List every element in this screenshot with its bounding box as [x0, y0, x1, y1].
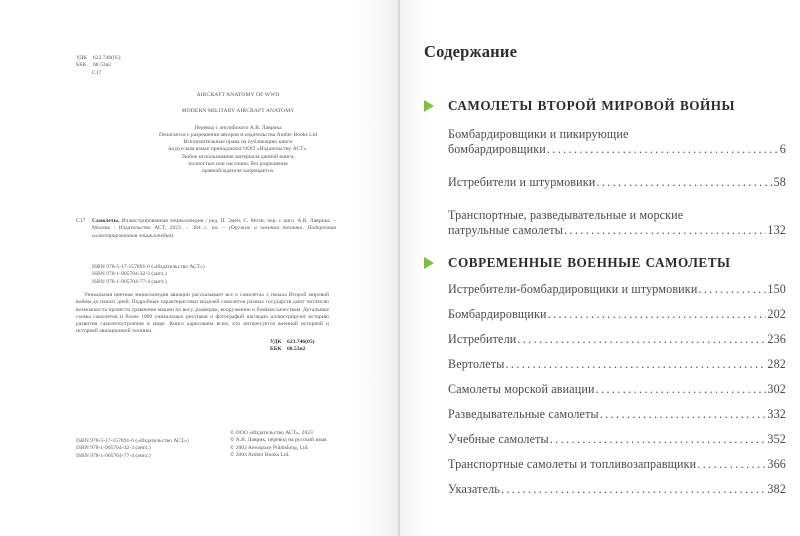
entry-page: 382	[767, 482, 786, 496]
entry-page: 302	[767, 382, 786, 396]
entry-page: 366	[767, 457, 786, 471]
toc-section	[424, 254, 786, 497]
entry-page: 236	[767, 332, 786, 346]
entry-label-line1: Бомбардировщики и пикирующие	[448, 127, 629, 141]
triangle-right-icon	[424, 257, 434, 269]
entry-label: Разведывательные самолеты	[448, 407, 599, 421]
entry-page: 132	[767, 223, 786, 237]
biblio-title: Самолеты.	[92, 218, 120, 224]
rights-line: полностью или частично, без разрешения	[188, 161, 288, 168]
leader-dots	[564, 223, 766, 238]
toc-section	[424, 97, 786, 238]
leader-dots	[506, 357, 767, 372]
udk-label: УДК	[270, 339, 282, 345]
original-title: AIRCRAFT ANATOMY OF WWII	[196, 92, 280, 98]
isbn-line: ISBN 978-1-905704-77-4 (англ.)	[92, 278, 167, 285]
rights-line: Любое использование материала данной книги,	[181, 153, 295, 160]
bbk-value: 68.53я2	[93, 62, 111, 69]
isbn-block	[92, 264, 205, 286]
section-title: САМОЛЕТЫ ВТОРОЙ МИРОВОЙ ВОЙНЫ	[448, 98, 735, 113]
leader-dots	[501, 482, 766, 497]
section-title: СОВРЕМЕННЫЕ ВОЕННЫЕ САМОЛЕТЫ	[448, 255, 731, 270]
entry-label: Истребители-бомбардировщики и штурмовики	[448, 282, 698, 296]
annotation: Уникальная цветная энциклопедия авиации рассказывает все о самолетах с начала Второй мировой войны до наших дней. Подробные характеристики моделей самолетов разных государств дают читателю возможность провести сравнение машин по весу, размерам, вооружению и боевым качествам. Детальные схемы самолетов и более 1000 уникальных рисунков и фотографий наглядно иллюстрируют историю развития самолетостроения в мире. Книга адресована всем, кто интересуется военной историей и историей авиационной техники.	[76, 292, 329, 335]
leader-dots	[697, 457, 766, 472]
classification-codes	[76, 55, 121, 77]
toc-entry[interactable]	[448, 457, 786, 472]
rights-line: правообладателя запрещается.	[201, 168, 275, 175]
biblio-code: С17	[76, 218, 86, 224]
entry-page: 332	[767, 407, 786, 421]
entry-page: 150	[767, 282, 786, 296]
toc-entry[interactable]	[448, 332, 786, 347]
entry-label: Учебные самолеты	[448, 432, 549, 446]
leader-dots	[517, 332, 766, 347]
copyright-line: © 2003 Amber Books Ltd.	[230, 451, 290, 458]
toc-entry[interactable]	[448, 175, 786, 190]
udk-value: 623.746(05)	[93, 55, 121, 61]
imprint-page	[0, 0, 398, 536]
toc-entry[interactable]	[448, 407, 786, 422]
biblio-series: (Оружие и военная техника. Подарочная иллюстрированная энциклопедия)	[92, 225, 336, 239]
toc-entry[interactable]	[448, 382, 786, 397]
entry-label: бомбардировщики	[448, 142, 546, 156]
entry-page: 282	[767, 357, 786, 371]
entry-page: 202	[767, 307, 786, 321]
entry-page: 6	[779, 142, 786, 156]
leader-dots	[600, 407, 767, 422]
toc-entry[interactable]	[448, 127, 786, 157]
entry-page: 352	[767, 432, 786, 446]
entry-label: патрульные самолеты	[448, 223, 563, 237]
bbk-value: 68.53я2	[287, 346, 306, 353]
toc-entry[interactable]	[448, 282, 786, 297]
rights-line: Исключительные права на публикацию книги	[183, 139, 293, 146]
isbn-line: ISBN 978-1-905704-32-3 (англ.)	[76, 445, 151, 452]
biblio-body: Иллюстрированная энциклопедия / ред. П. Эден, С. Моэн; пер. с англ. А.В. Лаврика. – Москва : Издательство АСТ, 2023. – 384 с. ил. –	[92, 218, 336, 232]
original-titles	[108, 92, 368, 176]
bbk-label: ББК	[270, 346, 282, 353]
original-title: MODERN MILITARY AIRCRAFT ANATOMY	[181, 108, 295, 115]
leader-dots	[596, 382, 767, 397]
isbn-line: ISBN 978-5-17-157891-6 («Издательство АСТ»)	[92, 264, 205, 270]
udk-value: 623.746(05)	[287, 339, 315, 345]
bbk-label: ББК	[76, 62, 87, 69]
copyright-line: © ООО «Издательство АСТ», 2023	[230, 430, 313, 436]
leader-dots	[596, 175, 772, 190]
entry-label-line1: Транспортные, разведывательные и морские	[448, 208, 684, 222]
entry-label: Вертолеты	[448, 357, 505, 371]
entry-label: Истребители и штурмовики	[448, 175, 596, 189]
leader-dots	[550, 432, 767, 447]
biblio-end: .	[172, 232, 175, 239]
rights-line: Печатается с разрешения авторов и издательства Amber Books Ltd	[159, 131, 317, 138]
udk-label: УДК	[76, 55, 87, 61]
toc-entry[interactable]	[448, 432, 786, 447]
toc-entry[interactable]	[448, 307, 786, 322]
copyright-line: © А.В. Лаврик, перевод на русский язык	[230, 437, 327, 444]
annotation-codes	[270, 339, 315, 354]
leader-dots	[547, 142, 779, 157]
copyright-block	[230, 430, 327, 459]
toc-entry[interactable]	[448, 357, 786, 372]
rights-line: на русском языке принадлежат ООО «Издательству АСТ».	[168, 146, 308, 153]
triangle-right-icon	[424, 100, 434, 112]
author-mark: С17	[92, 69, 102, 76]
rights-notice	[108, 125, 368, 176]
leader-dots	[698, 282, 766, 297]
isbn-line: ISBN 978-5-17-157891-6 («Издательство АСТ»)	[76, 438, 189, 444]
isbn-line: ISBN 978-1-905704-32-3 (англ.)	[92, 271, 167, 278]
rights-line: Перевод с английского А.В. Лаврика	[194, 124, 282, 131]
entry-label: Бомбардировщики	[448, 307, 547, 321]
entry-label: Указатель	[448, 482, 500, 496]
page-title: Содержание	[424, 42, 518, 61]
entry-label: Самолеты морской авиации	[448, 382, 595, 396]
entry-label: Истребители	[448, 332, 517, 346]
bibliographic-record	[76, 218, 336, 240]
copyright-line: © 2003 Aerospace Publishing, Ltd.	[230, 444, 309, 451]
isbn-line: ISBN 978-1-905704-77-4 (англ.)	[76, 452, 151, 459]
isbn-block-bottom	[76, 438, 189, 460]
leader-dots	[548, 307, 767, 322]
toc-entry[interactable]	[448, 482, 786, 497]
toc-entry[interactable]	[448, 208, 786, 238]
entry-label: Транспортные самолеты и топливозаправщики	[448, 457, 697, 471]
entry-page: 58	[773, 175, 786, 189]
